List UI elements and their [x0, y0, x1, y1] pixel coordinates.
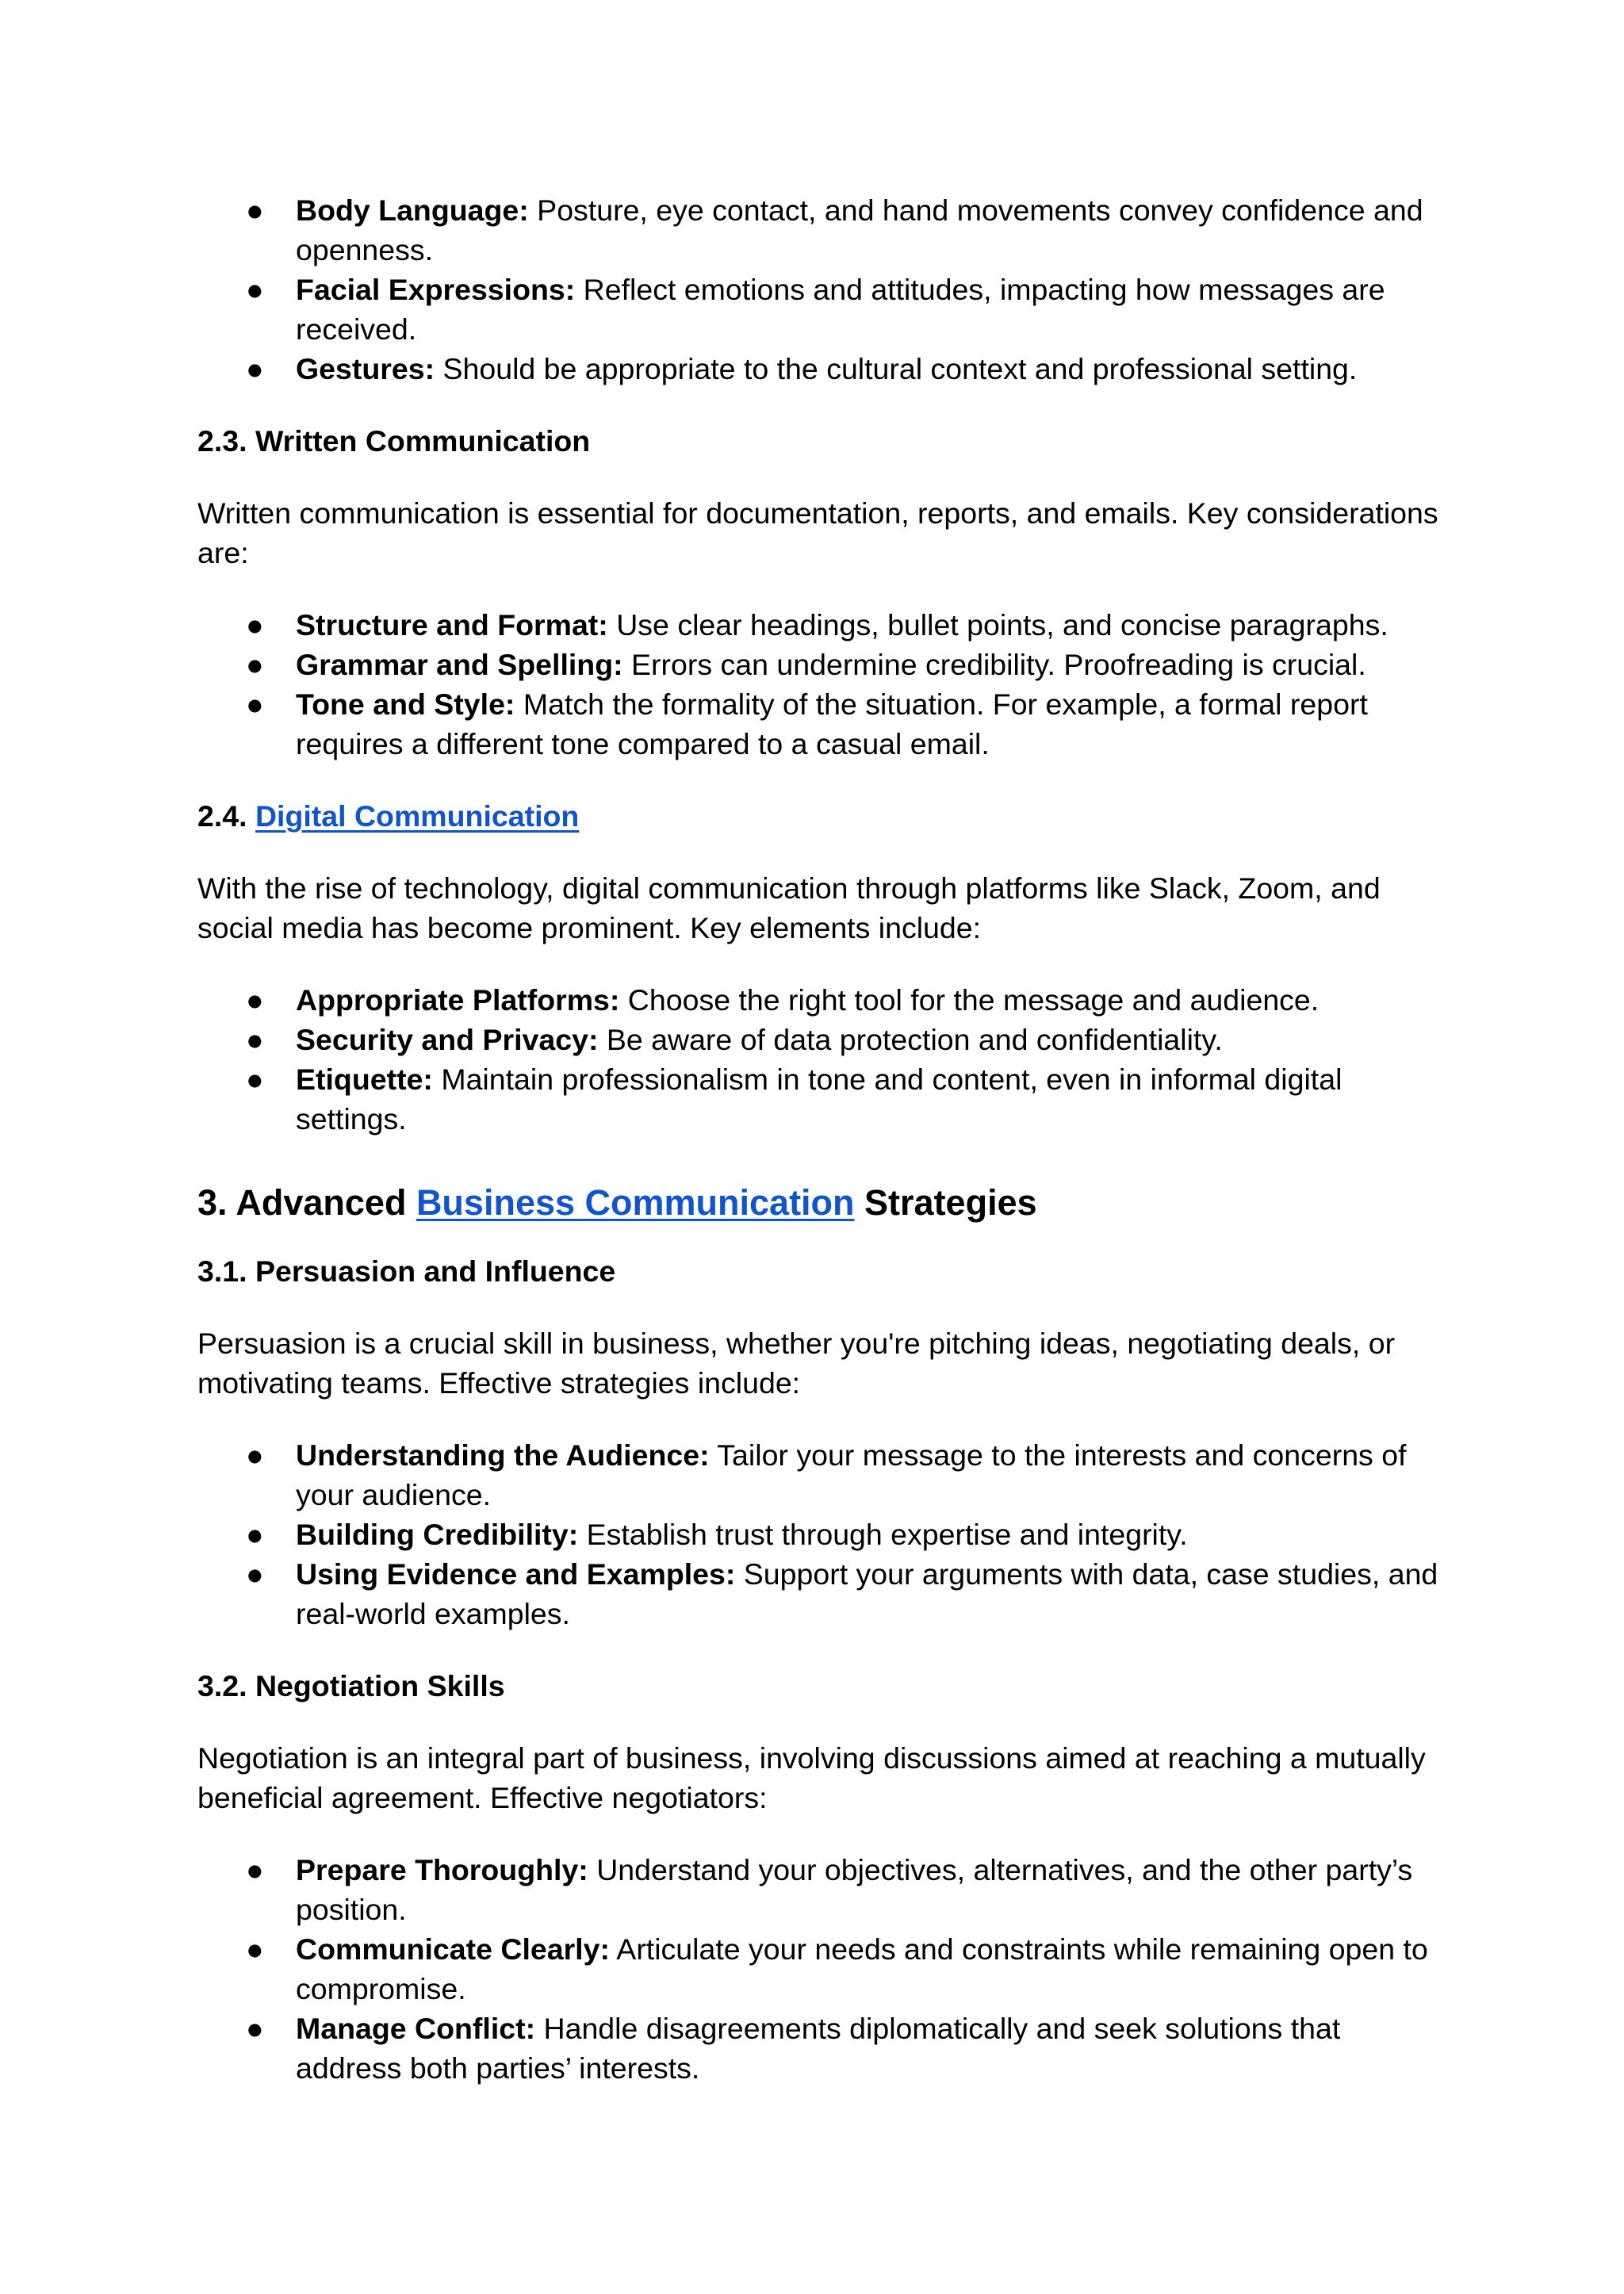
list-item-text: Establish trust through expertise and integrity.	[578, 1518, 1188, 1551]
bullet-icon: ●	[246, 1518, 264, 1551]
list-item-text: Be aware of data protection and confidentiality.	[598, 1023, 1223, 1056]
list-item-term: Etiquette:	[296, 1063, 433, 1096]
section-3-heading	[197, 1178, 1450, 1227]
bullet-icon: ●	[246, 1853, 264, 1886]
list-item-term: Manage Conflict:	[296, 2012, 536, 2045]
bullet-icon: ●	[246, 1438, 264, 1472]
bullet-icon: ●	[246, 2012, 264, 2045]
list-item-term: Body Language:	[296, 193, 529, 227]
list-item-text: Errors can undermine credibility. Proofreading is crucial.	[622, 648, 1366, 681]
list-item-term: Appropriate Platforms:	[296, 983, 620, 1017]
bullet-icon: ●	[246, 608, 264, 641]
list-item	[197, 1515, 1450, 1554]
list-item-text: Maintain professionalism in tone and content, even in informal digital settings.	[296, 1063, 1342, 1136]
list-item-term: Security and Privacy:	[296, 1023, 599, 1056]
list-item-term: Using Evidence and Examples:	[296, 1557, 736, 1591]
list-item	[197, 980, 1450, 1020]
list-item-term: Prepare Thoroughly:	[296, 1853, 588, 1886]
list-item-term: Structure and Format:	[296, 608, 608, 641]
list-item-text: Reflect emotions and attitudes, impacting how messages are received.	[296, 273, 1385, 346]
list-item-term: Grammar and Spelling:	[296, 648, 623, 681]
section-3-heading-suffix: Strategies	[854, 1182, 1037, 1223]
list-item	[197, 1020, 1450, 1059]
bullet-icon: ●	[246, 983, 264, 1017]
section-3-heading-prefix: 3. Advanced	[197, 1182, 416, 1223]
list-item-text: Support your arguments with data, case studies, and real-world examples.	[296, 1557, 1438, 1630]
business-communication-link[interactable]: Business Communication	[416, 1182, 855, 1223]
list-item-text: Handle disagreements diplomatically and seek solutions that address both parties’ interests.	[296, 2012, 1341, 2085]
list-item-text: Use clear headings, bullet points, and concise paragraphs.	[607, 608, 1388, 641]
list-item	[197, 2009, 1450, 2088]
nonverbal-list	[197, 190, 1450, 389]
section-3-1-heading: 3.1. Persuasion and Influence	[197, 1254, 616, 1288]
section-3-1-intro: Persuasion is a crucial skill in business, whether you're pitching ideas, negotiating deals, or motivating teams. Effective strategies include:	[197, 1327, 1396, 1400]
bullet-icon: ●	[246, 1023, 264, 1056]
digital-communication-list	[197, 980, 1450, 1139]
list-item	[197, 349, 1450, 389]
list-item	[197, 1059, 1450, 1139]
list-item-text: Match the formality of the situation. For example, a formal report requires a different tone compared to a casual email.	[296, 687, 1368, 760]
list-item	[197, 684, 1450, 764]
list-item	[197, 645, 1450, 684]
list-item-term: Communicate Clearly:	[296, 1932, 610, 1966]
bullet-icon: ●	[246, 1063, 264, 1096]
section-2-3-heading: 2.3. Written Communication	[197, 424, 591, 458]
list-item-text: Understand your objectives, alternatives, and the other party’s position.	[296, 1853, 1413, 1926]
section-2-4-number: 2.4.	[197, 799, 255, 833]
section-3-2-heading: 3.2. Negotiation Skills	[197, 1669, 505, 1702]
list-item	[197, 270, 1450, 349]
section-3-2-intro: Negotiation is an integral part of business, involving discussions aimed at reaching a mutually beneficial agreement. Effective negotiators:	[197, 1741, 1426, 1814]
bullet-icon: ●	[246, 1932, 264, 1966]
bullet-icon: ●	[246, 273, 264, 306]
list-item-term: Understanding the Audience:	[296, 1438, 710, 1472]
persuasion-list	[197, 1435, 1450, 1633]
document-content	[197, 190, 1450, 2088]
list-item	[197, 1929, 1450, 2009]
list-item-term: Building Credibility:	[296, 1518, 579, 1551]
bullet-icon: ●	[246, 193, 264, 227]
bullet-icon: ●	[246, 352, 264, 385]
list-item	[197, 1554, 1450, 1633]
list-item-text: Tailor your message to the interests and concerns of your audience.	[296, 1438, 1407, 1511]
negotiation-list	[197, 1850, 1450, 2088]
list-item-text: Articulate your needs and constraints while remaining open to compromise.	[296, 1932, 1428, 2005]
list-item-text: Should be appropriate to the cultural context and professional setting.	[435, 352, 1358, 385]
bullet-icon: ●	[246, 687, 264, 721]
list-item	[197, 190, 1450, 270]
list-item-text: Choose the right tool for the message and audience.	[619, 983, 1320, 1017]
bullet-icon: ●	[246, 1557, 264, 1591]
section-2-4-heading	[197, 796, 1450, 836]
written-communication-list	[197, 605, 1450, 764]
list-item-term: Gestures:	[296, 352, 435, 385]
digital-communication-link[interactable]: Digital Communication	[255, 799, 580, 833]
section-2-4-intro: With the rise of technology, digital communication through platforms like Slack, Zoom, and social media has become prominent. Key elements include:	[197, 871, 1381, 944]
bullet-icon: ●	[246, 648, 264, 681]
list-item	[197, 605, 1450, 645]
list-item-term: Tone and Style:	[296, 687, 515, 721]
list-item	[197, 1850, 1450, 1929]
list-item-term: Facial Expressions:	[296, 273, 576, 306]
section-2-3-intro: Written communication is essential for documentation, reports, and emails. Key considerations are:	[197, 496, 1438, 569]
list-item-text: Posture, eye contact, and hand movements convey confidence and openness.	[296, 193, 1423, 266]
list-item	[197, 1435, 1450, 1515]
